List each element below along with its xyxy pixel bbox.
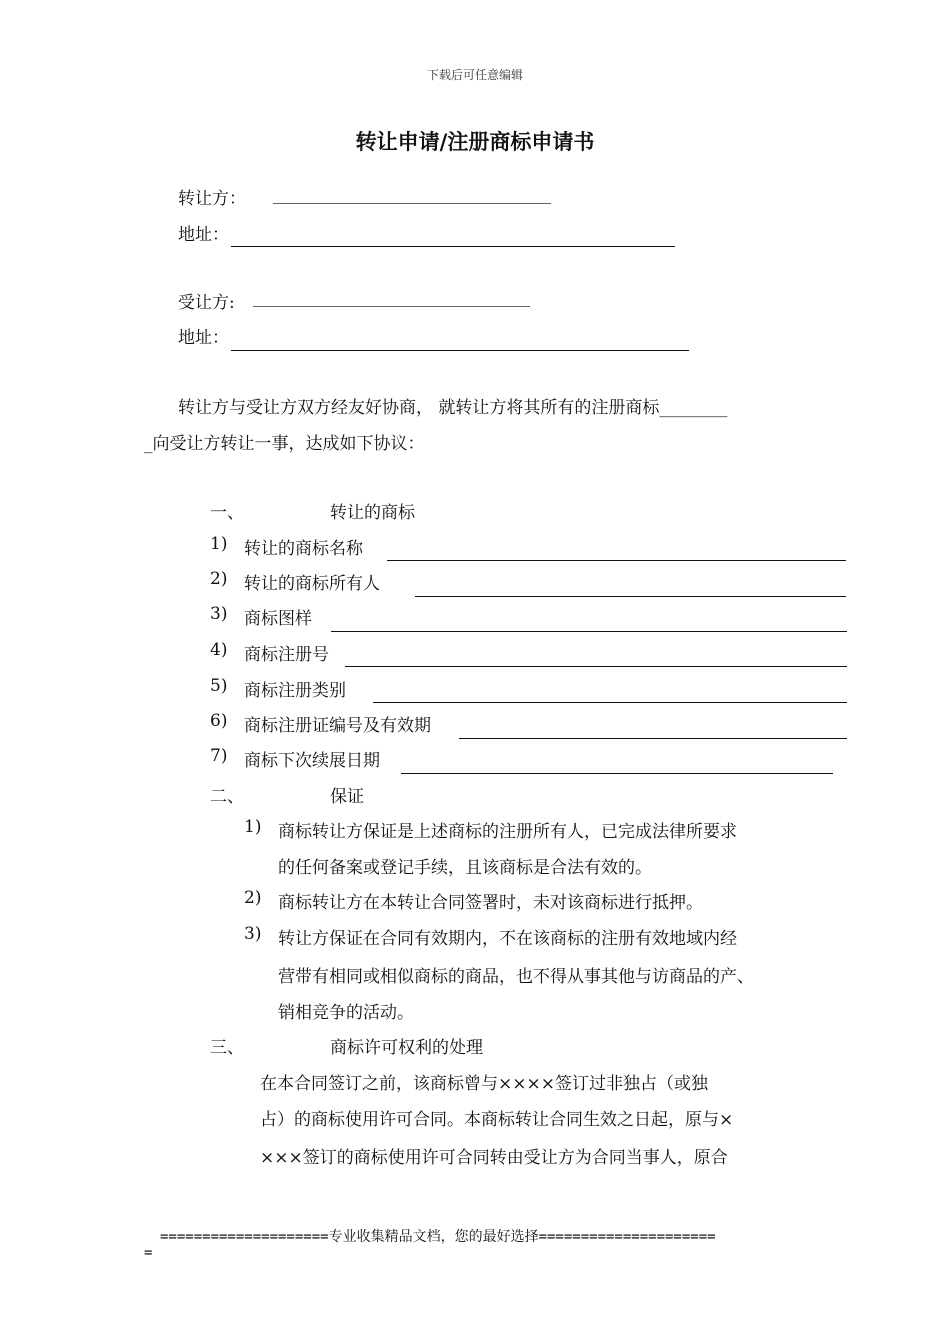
header-note: 下载后可任意编辑 [426,68,523,82]
page-title: 转让申请/注册商标申请书 [355,129,595,154]
transferee-address-field[interactable] [231,350,689,351]
s1-item7-label: 商标下次续展日期 [244,751,380,771]
s2-item3-line1: 转让方保证在合同有效期内，不在该商标的注册有效地域内经 [278,929,737,949]
intro-line-2: _向受让方转让一事，达成如下协议： [144,434,425,454]
transferor-label: 转让方： [178,189,246,209]
s1-item5-num: 5) [210,676,228,696]
s1-item6-num: 6) [210,711,228,731]
s1-item3-num: 3) [210,604,228,624]
s3-line3: ×××签订的商标使用许可合同转由受让方为合同当事人，原合 [260,1148,728,1168]
s1-item3-field[interactable] [331,631,847,632]
s2-item3-line2: 营带有相同或相似商标的商品，也不得从事其他与访商品的产、 [278,967,754,987]
s1-item2-num: 2) [210,569,228,589]
transferee-name-field[interactable] [253,306,530,307]
s1-item1-label: 转让的商标名称 [244,539,363,559]
s2-item2-num: 2) [244,888,262,908]
transferee-label: 受让方: [178,293,235,313]
footer-line-2: = [144,1245,153,1261]
s2-item2-line1: 商标转让方在本转让合同签署时，未对该商标进行抵押。 [278,893,703,913]
s2-item1-line2: 的任何备案或登记手续，且该商标是合法有效的。 [278,858,652,878]
s1-item3-label: 商标图样 [244,609,312,629]
transferor-address-field[interactable] [231,246,675,247]
s2-item1-num: 1) [244,817,262,837]
s2-item3-num: 3) [244,924,262,944]
intro-line-1: 转让方与受让方双方经友好协商， 就转让方将其所有的注册商标________ [178,398,728,418]
s1-item7-num: 7) [210,746,228,766]
s1-item4-num: 4) [210,640,228,660]
s1-item6-field[interactable] [459,738,847,739]
s2-item3-line3: 销相竞争的活动。 [278,1003,414,1023]
s1-item2-label: 转让的商标所有人 [244,574,380,594]
section3-number: 三、 [210,1038,244,1058]
s1-item1-field[interactable] [387,560,846,561]
transferee-address-label: 地址： [178,328,229,348]
s1-item4-field[interactable] [345,666,847,667]
s1-item2-field[interactable] [415,596,846,597]
section3-title: 商标许可权利的处理 [330,1038,483,1058]
transferor-address-label: 地址： [178,225,229,245]
s1-item1-num: 1) [210,534,228,554]
footer-line-1: ====================专业收集精品文档，您的最好选择===================== [160,1229,716,1245]
s1-item5-label: 商标注册类别 [244,681,346,701]
section2-title: 保证 [330,787,364,807]
s1-item5-field[interactable] [373,702,847,703]
transferor-name-field[interactable] [273,203,551,204]
s1-item4-label: 商标注册号 [244,645,329,665]
s1-item7-field[interactable] [401,773,833,774]
section1-title: 转让的商标 [330,503,415,523]
s1-item6-label: 商标注册证编号及有效期 [244,716,431,736]
section2-number: 二、 [210,787,244,807]
s3-line1: 在本合同签订之前，该商标曾与××××签订过非独占（或独 [260,1074,708,1094]
section1-number: 一、 [210,503,244,523]
s3-line2: 占）的商标使用许可合同。本商标转让合同生效之日起，原与× [260,1110,734,1130]
s2-item1-line1: 商标转让方保证是上述商标的注册所有人，已完成法律所要求 [278,822,737,842]
